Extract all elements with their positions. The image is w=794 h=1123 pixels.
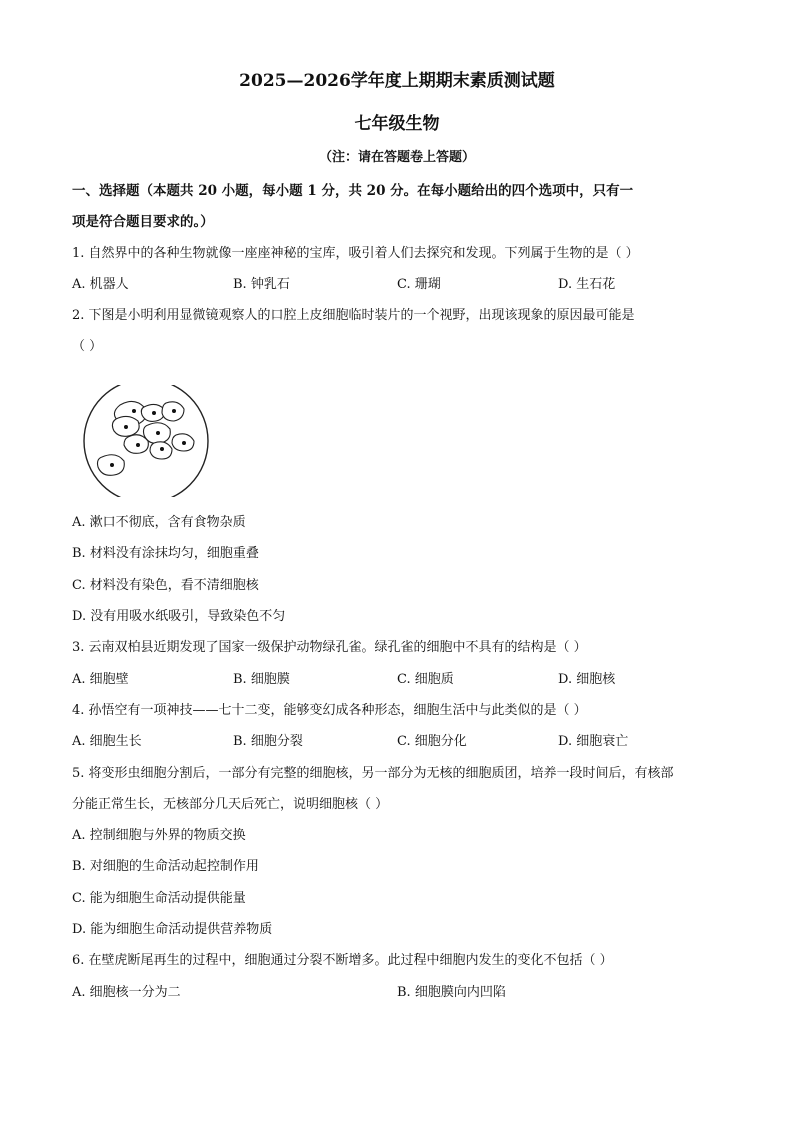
question-6-option-b: B. 细胞膜向内凹陷 — [397, 985, 506, 1000]
question-1-option-d: D. 生石花 — [558, 277, 616, 292]
section-heading-line1: 一、选择题（本题共 20 小题，每小题 1 分，共 20 分。在每小题给出的四个选项中，只有一 — [72, 183, 634, 199]
question-5-stem-line2: 分能正常生长，无核部分几天后死亡，说明细胞核（ ） — [72, 797, 389, 812]
question-1-stem: 1. 自然界中的各种生物就像一座座神秘的宝库，吸引着人们去探究和发现。下列属于生物的是（ ） — [72, 246, 639, 261]
question-6-option-a: A. 细胞核一分为二 — [72, 985, 181, 1000]
question-5-option-c: C. 能为细胞生命活动提供能量 — [72, 891, 246, 906]
question-1-option-c: C. 珊瑚 — [397, 277, 441, 292]
question-5-option-a: A. 控制细胞与外界的物质交换 — [72, 828, 246, 843]
question-3-option-c: C. 细胞质 — [397, 672, 454, 687]
nucleus — [160, 447, 164, 451]
question-2-option-b: B. 材料没有涂抹均匀，细胞重叠 — [72, 546, 259, 561]
section-heading-line2: 项是符合题目要求的。） — [72, 214, 214, 230]
nucleus — [110, 463, 114, 467]
question-2-option-d: D. 没有用吸水纸吸引，导致染色不匀 — [72, 609, 286, 624]
question-5-stem-line1: 5. 将变形虫细胞分割后，一部分有完整的细胞核，另一部分为无核的细胞质团，培养一段时间后，有核部 — [72, 766, 674, 781]
question-3-stem: 3. 云南双柏县近期发现了国家一级保护动物绿孔雀。绿孔雀的细胞中不具有的结构是（ ） — [72, 640, 587, 655]
exam-note: （注：请在答题卷上答题） — [318, 150, 475, 165]
exam-subtitle: 七年级生物 — [354, 114, 440, 134]
question-5-option-d: D. 能为细胞生命活动提供营养物质 — [72, 922, 273, 937]
question-4-option-b: B. 细胞分裂 — [233, 734, 303, 749]
nucleus — [182, 441, 186, 445]
nucleus — [152, 411, 156, 415]
question-1-option-b: B. 钟乳石 — [233, 277, 290, 292]
question-4-option-d: D. 细胞衰亡 — [558, 734, 629, 749]
question-4-stem: 4. 孙悟空有一项神技——七十二变，能够变幻成各种形态，细胞生活中与此类似的是（ ） — [72, 703, 587, 718]
exam-title: 2025—2026学年度上期期末素质测试题 — [239, 71, 555, 91]
question-2-option-c: C. 材料没有染色，看不清细胞核 — [72, 578, 259, 593]
nucleus — [172, 409, 176, 413]
nucleus — [136, 443, 140, 447]
nucleus — [124, 425, 128, 429]
question-2-stem-line2: （ ） — [72, 339, 103, 354]
cheek-cell — [124, 435, 148, 454]
nucleus — [156, 431, 160, 435]
question-1-option-a: A. 机器人 — [72, 277, 129, 292]
question-6-stem: 6. 在壁虎断尾再生的过程中，细胞通过分裂不断增多。此过程中细胞内发生的变化不包括（ ） — [72, 953, 613, 968]
question-2-stem-line1: 2. 下图是小明利用显微镜观察人的口腔上皮细胞临时装片的一个视野，出现该现象的原因最可能是 — [72, 308, 635, 323]
question-4-option-c: C. 细胞分化 — [397, 734, 467, 749]
question-5-option-b: B. 对细胞的生命活动起控制作用 — [72, 859, 259, 874]
question-2-option-a: A. 漱口不彻底，含有食物杂质 — [72, 515, 246, 530]
microscope-view-figure — [82, 385, 210, 497]
question-3-option-d: D. 细胞核 — [558, 672, 616, 687]
question-3-option-a: A. 细胞壁 — [72, 672, 129, 687]
question-3-option-b: B. 细胞膜 — [233, 672, 290, 687]
nucleus — [132, 409, 136, 413]
question-4-option-a: A. 细胞生长 — [72, 734, 142, 749]
